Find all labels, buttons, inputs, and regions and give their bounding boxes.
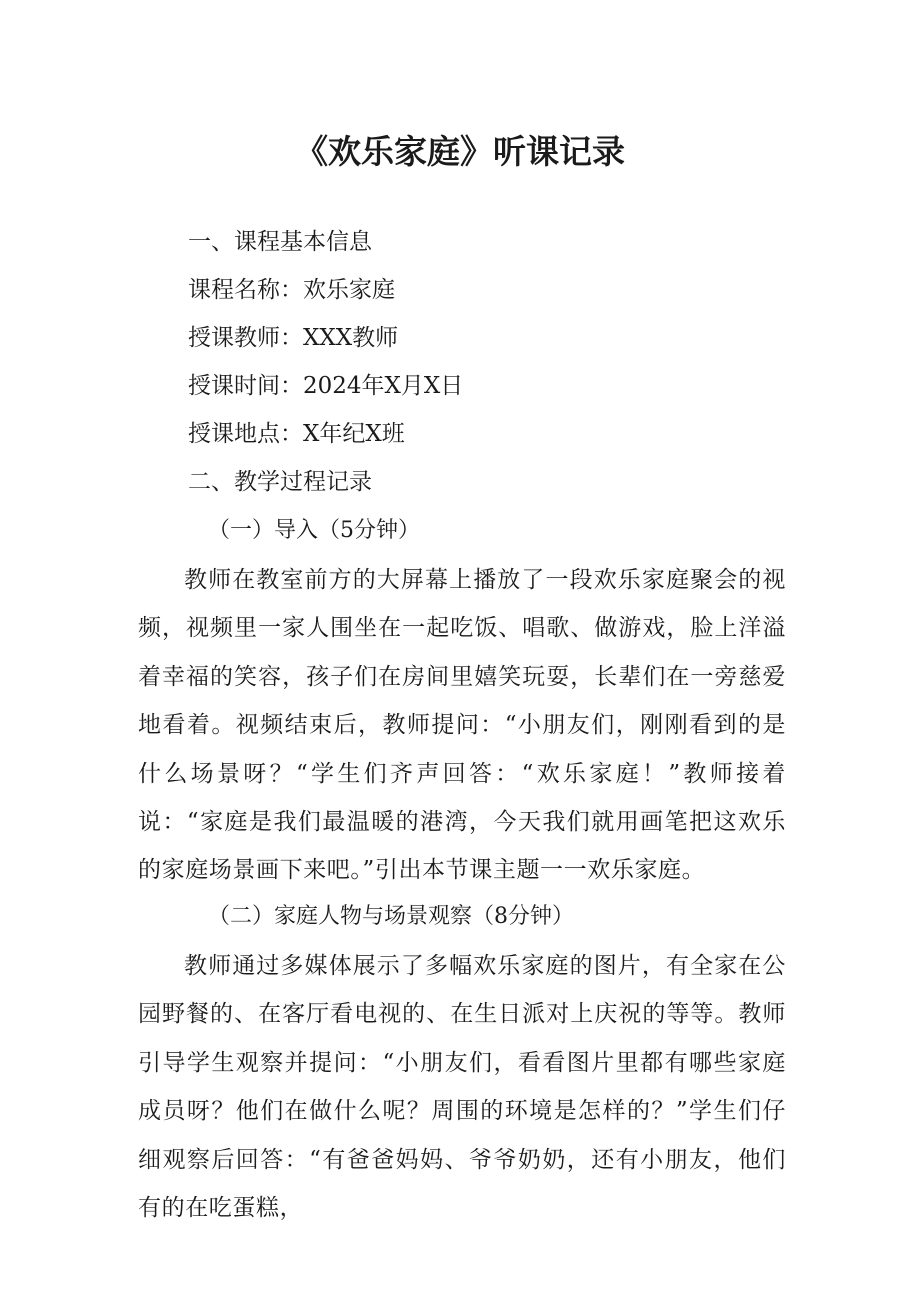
teacher-line: 授课教师：XXX教师 [188, 325, 399, 351]
document-title: 《欢乐家庭》听课记录 [295, 132, 625, 171]
subheading-observation: （二）家庭人物与场景观察（8分钟） [208, 904, 574, 929]
section-heading-basic-info: 一、课程基本信息 [188, 229, 372, 255]
section-heading-teaching-process: 二、教学过程记录 [188, 469, 372, 495]
time-line: 授课时间：2024年X月X日 [188, 373, 464, 399]
subheading-introduction: （一）导入（5分钟） [208, 518, 420, 543]
location-line: 授课地点：X年纪X班 [188, 421, 405, 447]
paragraph-observation: 教师通过多媒体展示了多幅欢乐家庭的图片，有全家在公园野餐的、在客厅看电视的、在生日派对上庆祝的等等。教师引导学生观察并提问：“小朋友们，看看图片里都有哪些家庭成员呀？他们在做什么呢？周围的环境是怎样的？”学生们仔细观察后回答：“有爸爸妈妈、爷爷奶奶，还有小朋友，他们有的在吃蛋糕， [138, 953, 786, 1222]
course-name-line: 课程名称：欢乐家庭 [188, 277, 395, 303]
paragraph-introduction: 教师在教室前方的大屏幕上播放了一段欢乐家庭聚会的视频，视频里一家人围坐在一起吃饭、唱歌、做游戏，脸上洋溢着幸福的笑容，孩子们在房间里嬉笑玩耍，长辈们在一旁慈爱地看着。视频结束后，教师提问：“小朋友们，刚刚看到的是什么场景呀？“学生们齐声回答：“欢乐家庭！”教师接着说：“家庭是我们最温暖的港湾，今天我们就用画笔把这欢乐的家庭场景画下来吧。”引出本节课主题一一欢乐家庭。 [138, 567, 786, 884]
